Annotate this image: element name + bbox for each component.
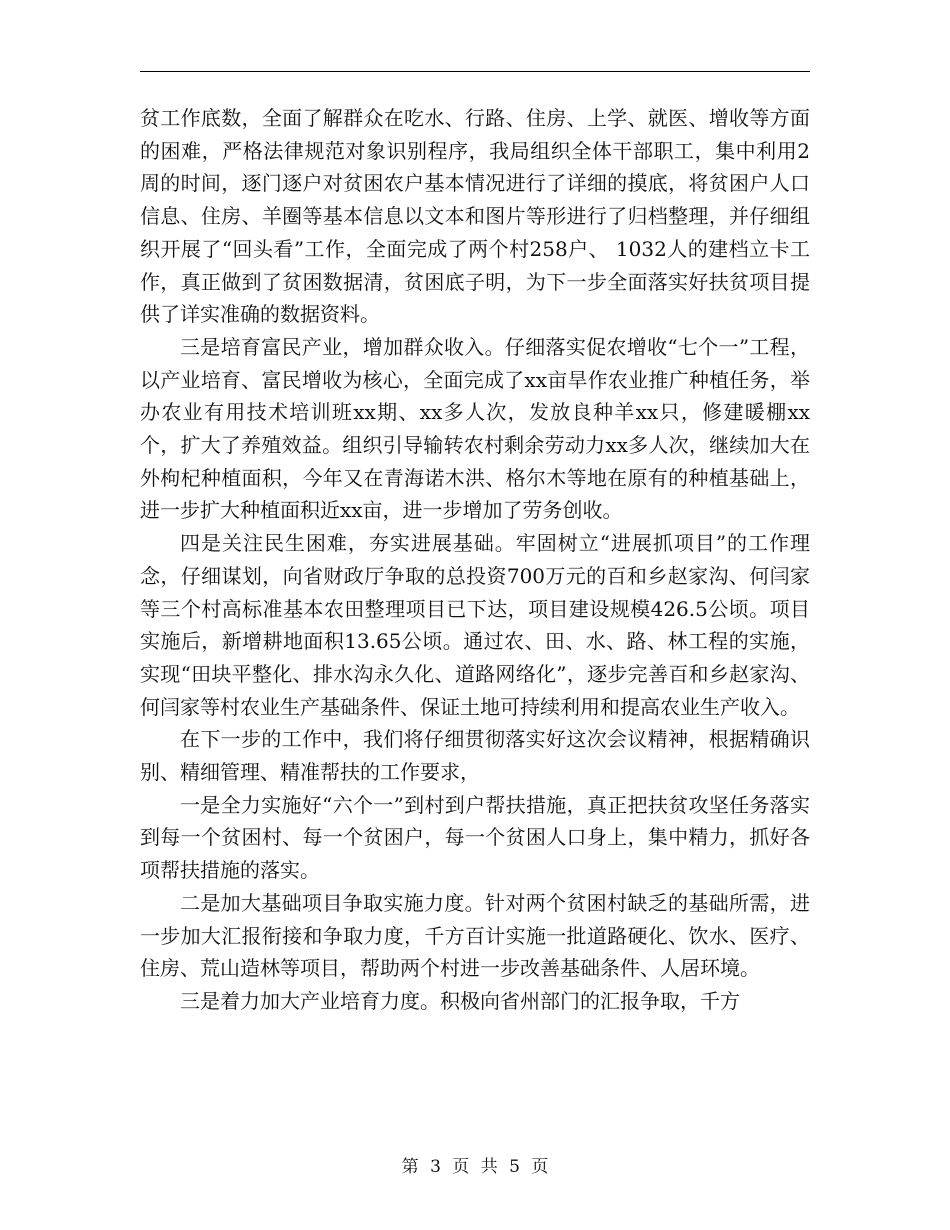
paragraph-point-three: 三是着力加大产业培育力度。积极向省州部门的汇报争取，千方 [180, 988, 740, 1013]
paragraph-point-one: 一是全力实施好“六个一”到村到户帮扶措施，真正把扶贫攻坚任务落实到每一个贫困村、每一个贫困户，每一个贫困人口身上，集中精力，抓好各项帮扶措施的落实。 [140, 792, 810, 883]
paragraph-continuation: 贫工作底数，全面了解群众在吃水、行路、住房、上学、就医、增收等方面的困难，严格法律规范对象识别程序，我局组织全体干部职工，集中利用2周的时间，逐门逐户对贫困农户基本情况进行了详细的摸底，将贫困户人口信息、住房、羊圈等基本信息以文本和图片等形进行了归档整理，并仔细组织开展了“回头看”工作，全面完成了两个村258户、 1032人的建档立卡工作，真正做到了贫困数据清，贫困底子明，为下一步全面落实好扶贫项目提供了详实准确的数据资料。 [140, 106, 810, 327]
paragraph-point-two: 二是加大基础项目争取实施力度。针对两个贫困村缺乏的基础所需，进一步加大汇报衔接和争取力度，千方百计实施一批道路硬化、饮水、医疗、住房、荒山造林等项目，帮助两个村进一步改善基础条件、人居环境。 [140, 890, 810, 981]
paragraph-next-steps: 在下一步的工作中，我们将仔细贯彻落实好这次会议精神，根据精确识别、精细管理、精准帮扶的工作要求， [140, 727, 810, 785]
body-text [140, 102, 810, 1018]
paragraph-livelihood: 四是关注民生困难，夯实进展基础。牢固树立“进展抓项目”的工作理念，仔细谋划，向省财政厅争取的总投资700万元的百和乡赵家沟、何闫家等三个村高标准基本农田整理项目已下达，项目建设规模426.5公顷。项目实施后，新增耕地面积13.65公顷。通过农、田、水、路、林工程的实施，实现“田块平整化、排水沟永久化、道路网络化”，逐步完善百和乡赵家沟、何闫家等村农业生产基础条件、保证土地可持续利用和提高农业生产收入。 [140, 531, 810, 719]
paragraph-industry: 三是培育富民产业，增加群众收入。仔细落实促农增收“七个一”工程，以产业培育、富民增收为核心，全面完成了xx亩旱作农业推广种植任务，举办农业有用技术培训班xx期、xx多人次，发放良种羊xx只，修建暖棚xx个，扩大了养殖效益。组织引导输转农村剩余劳动力xx多人次，继续加大在外枸杞种植面积，今年又在青海诺木洪、格尔木等地在原有的种植基础上，进一步扩大种植面积近xx亩，进一步增加了劳务创收。 [140, 334, 810, 523]
header-rule [140, 71, 810, 72]
page-footer: 第 3 页 共 5 页 [401, 1157, 549, 1177]
